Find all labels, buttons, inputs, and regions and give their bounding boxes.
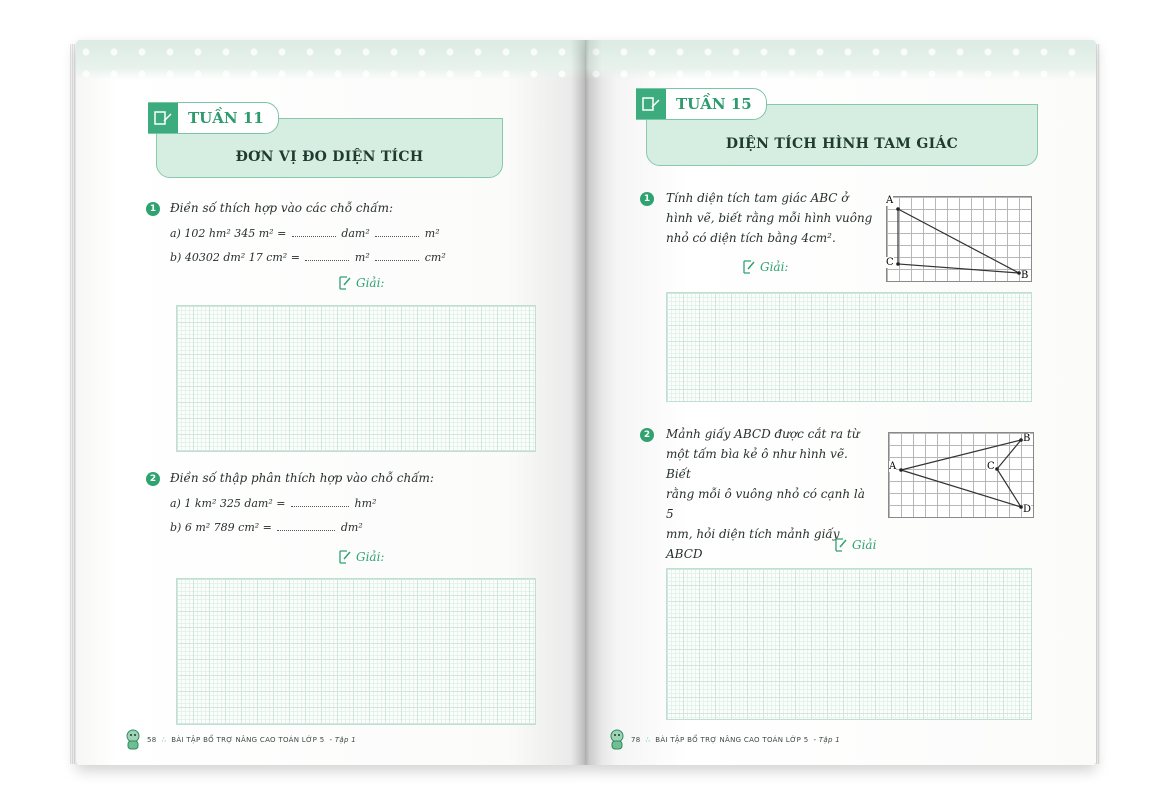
pencil-note-icon — [834, 538, 847, 552]
question-number-badge: 1 — [146, 202, 160, 216]
triangle-abc-figure — [886, 196, 1032, 282]
open-book — [70, 40, 1092, 770]
question-1b — [170, 251, 446, 264]
answer-grid[interactable] — [176, 305, 536, 452]
answer-blank[interactable] — [375, 251, 419, 261]
question-line: một tấm bìa kẻ ô như hình vẽ. Biết — [666, 447, 848, 481]
vertex-label-a: A — [886, 195, 894, 206]
volume-label: - Tập 1 — [329, 736, 357, 744]
page-number: 58 — [147, 736, 157, 744]
notebook-icon — [636, 89, 666, 119]
solution-label: Giải — [834, 538, 876, 552]
question-2a-prefix: a) 1 km² 325 dam² = — [170, 497, 286, 510]
question-2a — [170, 497, 376, 510]
book-title: BÀI TẬP BỔ TRỢ NÂNG CAO TOÁN LỚP 5 — [655, 736, 809, 744]
question-line: hình vẽ, biết rằng mỗi hình vuông — [666, 211, 873, 225]
mascot-icon — [608, 729, 626, 751]
quadrilateral-abcd-figure — [888, 432, 1034, 518]
header-pattern — [76, 40, 586, 80]
solution-label: Giải: — [338, 276, 384, 290]
answer-blank[interactable] — [277, 521, 335, 531]
pencil-note-icon — [338, 276, 351, 290]
unit-label: dm² — [340, 521, 363, 534]
question-line: mm, hỏi diện tích mảnh giấy ABCD — [666, 527, 840, 561]
question-line: rằng mỗi ô vuông nhỏ có cạnh là 5 — [666, 487, 865, 521]
question-number-badge: 1 — [640, 192, 654, 206]
pencil-note-icon — [338, 550, 351, 564]
week-tag — [636, 88, 767, 120]
lesson-title: DIỆN TÍCH HÌNH TAM GIÁC — [725, 136, 959, 152]
vertex-label-c: C — [886, 257, 894, 268]
vertex-label-c: C — [987, 461, 995, 472]
vertex-label-b: B — [1021, 270, 1029, 281]
answer-blank[interactable] — [305, 251, 349, 261]
volume-label: - Tập 1 — [813, 736, 841, 744]
page-footer — [608, 729, 840, 751]
question-line: Mảnh giấy ABCD được cắt ra từ — [666, 427, 860, 441]
right-page — [586, 40, 1096, 765]
question-line: nhỏ có diện tích bằng 4cm². — [666, 231, 836, 245]
page-number: 78 — [631, 736, 641, 744]
left-page — [76, 40, 586, 765]
solution-label: Giải: — [742, 260, 788, 274]
book-title: BÀI TẬP BỔ TRỢ NÂNG CAO TOÁN LỚP 5 — [171, 736, 325, 744]
week-label: TUẦN 15 — [676, 95, 752, 113]
question-number-badge: 2 — [640, 428, 654, 442]
notebook-icon — [148, 103, 178, 133]
question-number-badge: 2 — [146, 472, 160, 486]
question-1a — [170, 227, 440, 240]
answer-blank[interactable] — [291, 497, 349, 507]
answer-blank[interactable] — [292, 227, 336, 237]
question-1-text — [666, 188, 876, 248]
pencil-note-icon — [742, 260, 755, 274]
answer-grid[interactable] — [666, 292, 1032, 402]
page-footer — [124, 729, 356, 751]
answer-grid[interactable] — [176, 578, 536, 725]
week-tag — [148, 102, 279, 134]
lesson-title: ĐƠN VỊ ĐO DIỆN TÍCH — [235, 149, 424, 165]
question-line: Tính diện tích tam giác ABC ở — [666, 191, 849, 205]
question-1-text: Điền số thích hợp vào các chỗ chấm: — [170, 201, 394, 215]
unit-label: dam² — [341, 227, 370, 240]
vertex-label-d: D — [1023, 504, 1032, 515]
book-spine-shadow — [570, 40, 602, 765]
question-2b — [170, 521, 363, 534]
week-label: TUẦN 11 — [188, 109, 264, 127]
question-2-text: Điền số thập phân thích hợp vào chỗ chấm: — [170, 471, 434, 485]
vertex-label-a: A — [889, 461, 897, 472]
unit-label: m² — [354, 251, 370, 264]
question-1a-prefix: a) 102 hm² 345 m² = — [170, 227, 287, 240]
answer-grid[interactable] — [666, 568, 1032, 720]
unit-label: m² — [424, 227, 440, 240]
question-2b-prefix: b) 6 m² 789 cm² = — [170, 521, 272, 534]
answer-blank[interactable] — [375, 227, 419, 237]
vertex-label-b: B — [1023, 433, 1031, 444]
question-1b-prefix: b) 40302 dm² 17 cm² = — [170, 251, 300, 264]
footer-separator: ∴ — [161, 736, 167, 744]
header-pattern — [586, 40, 1096, 80]
mascot-icon — [124, 729, 142, 751]
question-2-text — [666, 424, 876, 584]
unit-label: hm² — [354, 497, 377, 510]
unit-label: cm² — [424, 251, 446, 264]
footer-separator: ∴ — [645, 736, 651, 744]
solution-label: Giải: — [338, 550, 384, 564]
